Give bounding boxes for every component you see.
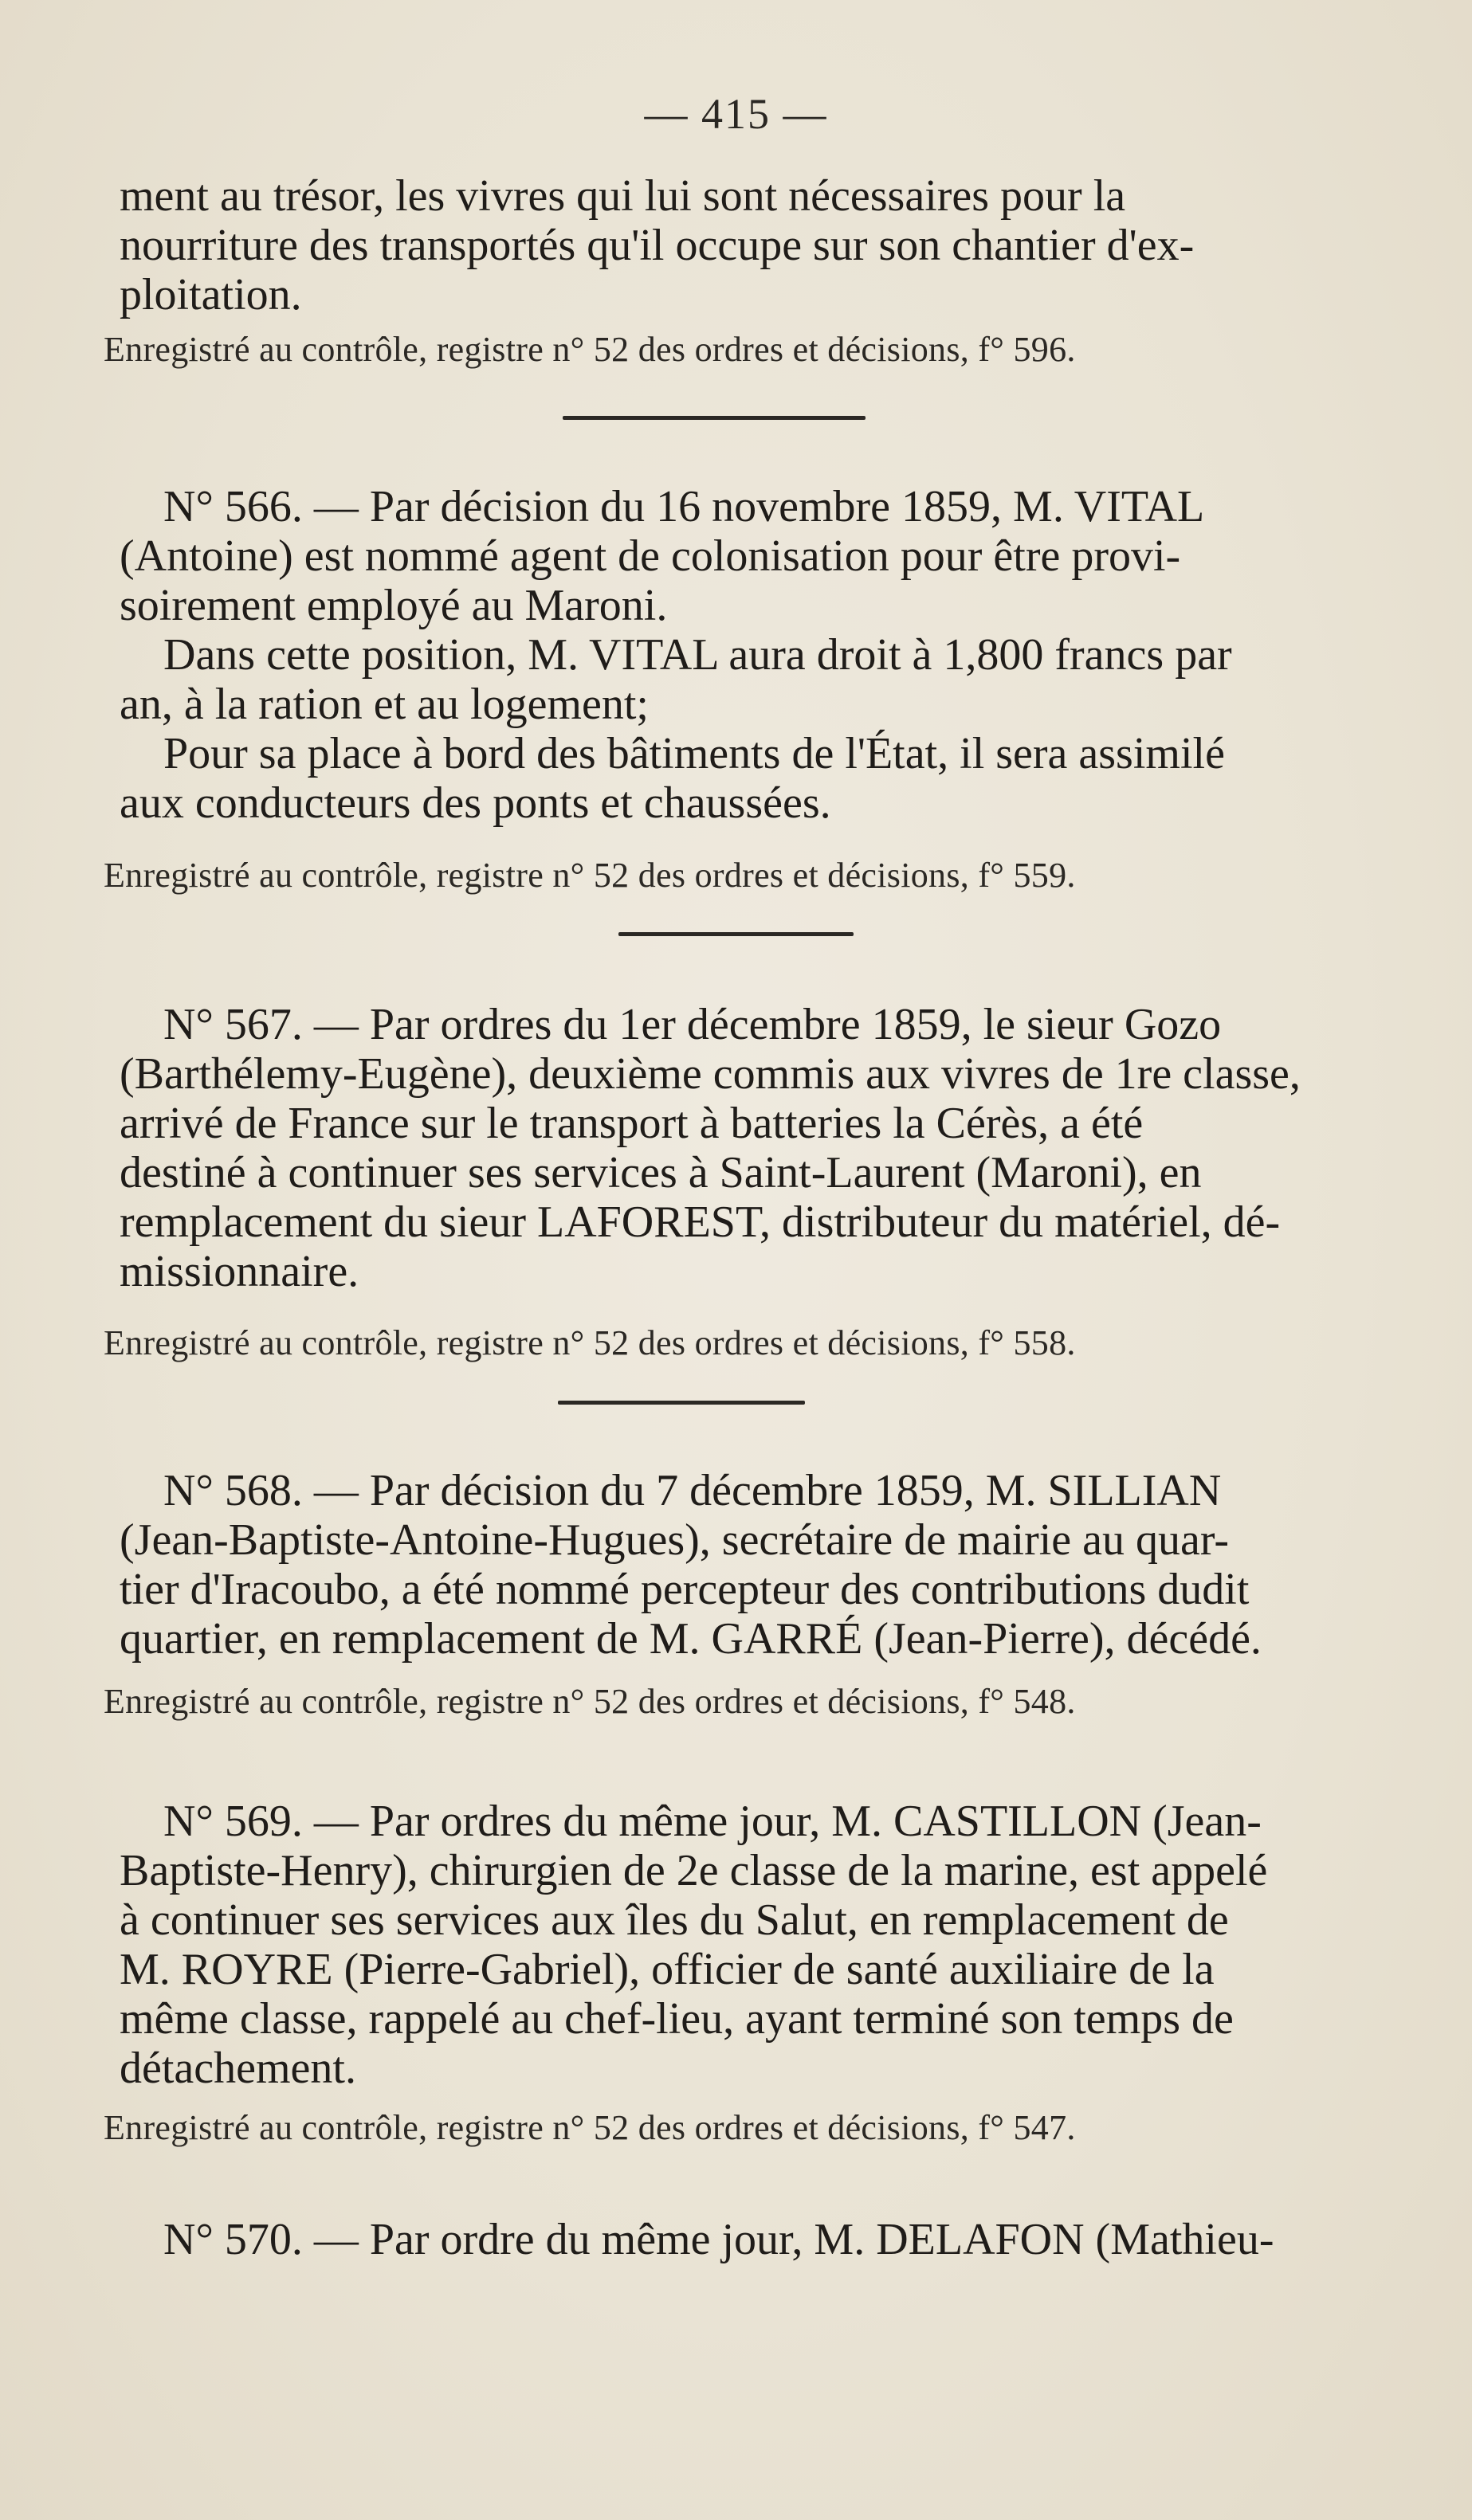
section-divider [563, 416, 866, 420]
entry-570 [120, 2215, 1315, 2264]
section-divider [558, 1401, 805, 1405]
section-divider [618, 932, 854, 936]
text-line: (Jean-Baptiste-Antoine-Hugues), secrétaire de mairie au quar- [120, 1515, 1230, 1565]
text-line: (Barthélemy-Eugène), deuxième commis aux vivres de 1re classe, [120, 1049, 1301, 1099]
text-line: N° 567. — Par ordres du 1er décembre 1859, le sieur Gozo [163, 1000, 1222, 1049]
text-line: à continuer ses services aux îles du Salut, en remplacement de [120, 1895, 1229, 1945]
text-line: nourriture des transportés qu'il occupe sur son chantier d'ex- [120, 221, 1195, 270]
text-line: N° 568. — Par décision du 7 décembre 1859, M. SILLIAN [163, 1466, 1222, 1515]
entry-566 [120, 482, 1315, 828]
text-line: ploitation. [120, 270, 302, 319]
text-line: quartier, en remplacement de M. GARRÉ (Jean-Pierre), décédé. [120, 1614, 1262, 1664]
text-line: remplacement du sieur LAFOREST, distributeur du matériel, dé- [120, 1197, 1281, 1247]
registration-note: Enregistré au contrôle, registre n° 52 des ordres et décisions, f° 558. [104, 1323, 1076, 1362]
text-line: Dans cette position, M. VITAL aura droit à 1,800 francs par [163, 630, 1232, 680]
text-line: tier d'Iracoubo, a été nommé percepteur des contributions dudit [120, 1565, 1250, 1614]
page-number: — 415 — [644, 90, 828, 138]
registration-note: Enregistré au contrôle, registre n° 52 des ordres et décisions, f° 596. [104, 330, 1076, 369]
text-line: même classe, rappelé au chef-lieu, ayant terminé son temps de [120, 1994, 1234, 2044]
entry-567 [120, 1000, 1315, 1296]
text-line: Baptiste-Henry), chirurgien de 2e classe de la marine, est appelé [120, 1846, 1268, 1895]
paragraph-continuation [120, 171, 1315, 319]
text-line: Pour sa place à bord des bâtiments de l'État, il sera assimilé [163, 729, 1225, 778]
entry-569 [120, 1797, 1315, 2093]
text-line: destiné à continuer ses services à Saint-Laurent (Maroni), en [120, 1148, 1202, 1197]
text-line: aux conducteurs des ponts et chaussées. [120, 778, 831, 828]
registration-note: Enregistré au contrôle, registre n° 52 des ordres et décisions, f° 548. [104, 1682, 1076, 1721]
text-line: missionnaire. [120, 1247, 359, 1296]
text-line: N° 566. — Par décision du 16 novembre 1859, M. VITAL [163, 482, 1205, 531]
entry-568 [120, 1466, 1315, 1664]
text-line: arrivé de France sur le transport à batteries la Cérès, a été [120, 1099, 1144, 1148]
text-line: soirement employé au Maroni. [120, 581, 668, 630]
text-line: détachement. [120, 2044, 356, 2093]
text-line: N° 570. — Par ordre du même jour, M. DELAFON (Mathieu- [163, 2215, 1274, 2264]
registration-note: Enregistré au contrôle, registre n° 52 des ordres et décisions, f° 547. [104, 2108, 1076, 2147]
text-line: (Antoine) est nommé agent de colonisation pour être provi- [120, 531, 1181, 581]
registration-note: Enregistré au contrôle, registre n° 52 des ordres et décisions, f° 559. [104, 856, 1076, 895]
text-line: N° 569. — Par ordres du même jour, M. CASTILLON (Jean- [163, 1797, 1262, 1846]
text-line: M. ROYRE (Pierre-Gabriel), officier de santé auxiliaire de la [120, 1945, 1215, 1994]
text-line: an, à la ration et au logement; [120, 680, 649, 729]
text-line: ment au trésor, les vivres qui lui sont nécessaires pour la [120, 171, 1126, 221]
